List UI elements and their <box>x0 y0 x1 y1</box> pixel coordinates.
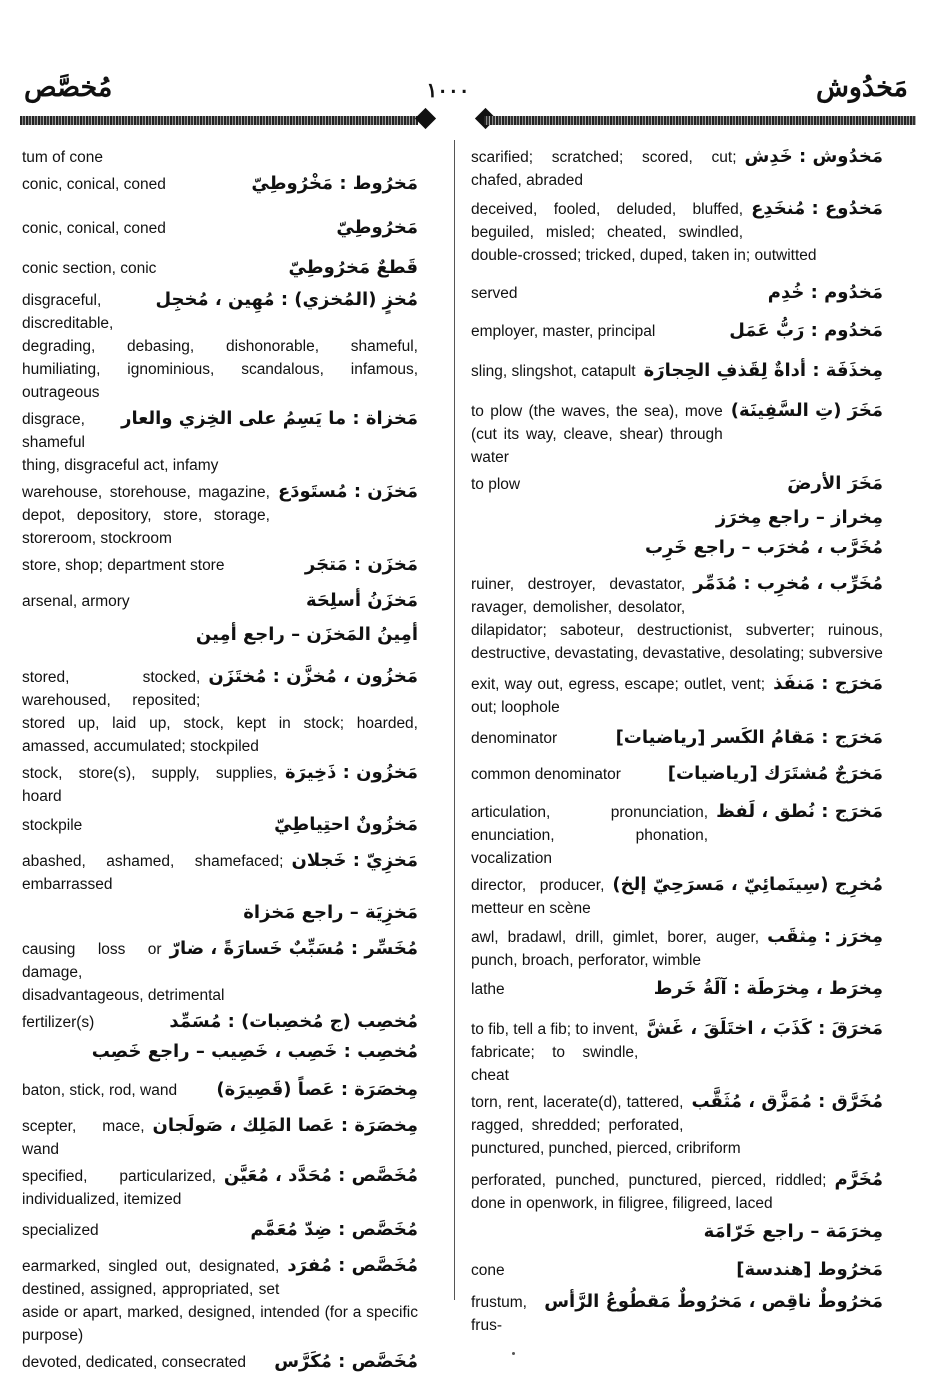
arabic-headword: مُخَسِّر : مُسَبِّبٌ خَسارَةً ، ضارّ <box>169 938 418 959</box>
dictionary-entry <box>22 1347 418 1377</box>
arabic-headword: مَخزُونٌ احتِياطِيّ <box>274 814 418 835</box>
arabic-headword: مَخرُوط [هندسة] <box>736 1259 883 1280</box>
dictionary-entry <box>471 723 883 759</box>
dictionary-entry <box>471 142 883 194</box>
english-definition: stock, store(s), supply, supplies, hoard <box>22 765 278 805</box>
arabic-headword: مُخرِج (سِينَمائِيّ ، مَسرَحِيّ إلخ) <box>612 874 883 895</box>
dictionary-entry <box>471 797 883 870</box>
dictionary-entry <box>471 278 883 316</box>
dictionary-entry <box>22 142 418 169</box>
dictionary-entry <box>471 759 883 797</box>
english-definition: fertilizer(s) <box>22 1014 95 1031</box>
dictionary-entry <box>22 662 418 758</box>
dictionary-entry <box>22 550 418 586</box>
english-definition: stored, stocked, warehoused, reposited; stored up, laid up, stock, kept in stock; hoarded, amassed, accumulated; stockpiled <box>22 669 418 755</box>
column-divider <box>454 140 455 1300</box>
dictionary-entry <box>22 810 418 846</box>
header-rule-right <box>484 116 916 125</box>
arabic-headword: مَخزُون ، مُخزَّن : مُختَزَن <box>208 666 418 687</box>
english-definition: conic, conical, coned <box>22 220 166 237</box>
dictionary-entry <box>22 586 418 620</box>
english-definition: to plow (the waves, the sea), move (cut its way, cleave, shear) through water <box>471 403 723 466</box>
dictionary-entry <box>471 1165 883 1217</box>
dictionary-entry <box>22 620 418 662</box>
arabic-headword: مِخراز – راجع مِخرَز <box>715 507 883 528</box>
arabic-headword: مُخزٍ (المُخزي) : مُهِين ، مُخجِل <box>155 289 418 310</box>
arabic-headword: مُخَرَّق : مُمَزَّق ، مُثَقَّب <box>691 1091 883 1112</box>
dictionary-entry <box>22 1007 418 1037</box>
english-definition: disgraceful, discreditable, degrading, debasing, dishonorable, shameful, humiliating, ignominious, scandalous, infamous, outrageous <box>22 292 418 401</box>
english-definition: lathe <box>471 981 505 998</box>
footer-mark <box>512 1352 515 1355</box>
english-definition: tum of cone <box>22 149 103 166</box>
english-definition: torn, rent, lacerate(d), tattered, ragged, shredded; perforated, punctured, punched, pierced, cribriform <box>471 1094 741 1157</box>
arabic-headword: مِخرَط ، مِخرَطَة : آلَةُ خَرط <box>653 978 883 999</box>
english-definition: served <box>471 285 518 302</box>
dictionary-entry <box>471 1087 883 1165</box>
dictionary-entry <box>22 253 418 285</box>
dictionary-entry <box>471 1014 883 1087</box>
arabic-headword: مُخصِب : خَصِب ، خَصِيب – راجع خَصِب <box>91 1041 418 1062</box>
left-running-headword: مُخصَّص <box>24 72 113 102</box>
arabic-headword: مُخَرِّب ، مُخرِب : مُدَمِّر <box>693 573 883 594</box>
arabic-headword: مَخرَجٌ مُشتَرَك [رياضيات] <box>667 763 883 784</box>
arabic-headword: مَخرَج : نُطق ، لَفظ <box>716 801 883 822</box>
dictionary-entry <box>22 758 418 810</box>
english-definition: to fib, tell a fib; to invent, fabricate; to swindle, cheat <box>471 1021 639 1084</box>
english-definition: store, shop; department store <box>22 557 225 574</box>
arabic-headword: مَخرَج : مَقامُ الكَسر [رياضيات] <box>615 727 883 748</box>
arabic-headword: مِخصَرَة : عَصاً (قَصِيرَة) <box>216 1079 418 1100</box>
arabic-headword: مُخَصَّص : مُفرَد <box>287 1255 418 1276</box>
arabic-headword: مَخزَن : مَتجَر <box>304 554 418 575</box>
arabic-headword: مَخَرَ (تِ السَّفِينَة) <box>730 400 883 421</box>
dictionary-entry <box>22 1251 418 1347</box>
english-definition: abashed, ashamed, shamefaced; embarrassed <box>22 853 284 893</box>
english-definition: arsenal, armory <box>22 593 130 610</box>
english-definition: cone <box>471 1262 505 1279</box>
arabic-headword: مُخصِب (ج مُخصِبات) : مُسَمِّد <box>169 1011 418 1032</box>
english-definition: specialized <box>22 1222 99 1239</box>
left-column <box>22 142 418 1377</box>
arabic-headword: مَخَرَ الأرضَ <box>787 473 883 494</box>
english-definition: specified, particularized, individualized, itemized <box>22 1168 216 1208</box>
english-definition: common denominator <box>471 766 621 783</box>
arabic-headword: مَخدُوش : خَدِش <box>744 146 883 167</box>
arabic-headword: مَخدُوع : مُنخَدِع <box>751 198 883 219</box>
dictionary-entry <box>471 396 883 469</box>
dictionary-entry <box>471 469 883 503</box>
dictionary-entry <box>471 1255 883 1287</box>
arabic-headword: مَخرُوط : مَخْرُوطِيّ <box>251 173 418 194</box>
dictionary-entry <box>22 898 418 934</box>
dictionary-entry <box>471 194 883 278</box>
arabic-headword: مَخدُوم : خُدِم <box>767 282 883 303</box>
arabic-headword: مَخزاة : ما يَسِمُ على الخِزي والعار <box>121 408 418 429</box>
english-definition: ruiner, destroyer, devastator, ravager, demolisher, desolator, dilapidator; saboteur, destructionist, subverter; ruinous, destructive, devastating, devastative, desolating; subversive <box>471 576 883 662</box>
dictionary-entry <box>471 1287 883 1337</box>
dictionary-entry <box>471 356 883 396</box>
english-definition: perforated, punched, punctured, pierced, riddled; done in openwork, in filigree, filigreed, laced <box>471 1172 827 1212</box>
english-definition: causing loss or damage, disadvantageous, detrimental <box>22 941 225 1004</box>
page-number: ١٠٠٠ <box>426 80 470 102</box>
dictionary-entry <box>22 404 418 477</box>
right-column <box>471 142 883 1337</box>
english-definition: baton, stick, rod, wand <box>22 1082 178 1099</box>
dictionary-entry <box>22 285 418 404</box>
english-definition: articulation, pronunciation, enunciation, phonation, vocalization <box>471 804 709 867</box>
dictionary-entry <box>471 1217 883 1255</box>
arabic-headword: مُخَصَّص : مُكَرَّس <box>274 1351 418 1372</box>
rule-ornament-left <box>415 108 436 129</box>
english-definition: sling, slingshot, catapult <box>471 363 636 380</box>
dictionary-entry <box>471 922 883 974</box>
english-definition: warehouse, storehouse, magazine, depot, depository, store, storage, storeroom, stockroom <box>22 484 270 547</box>
english-definition: employer, master, principal <box>471 323 656 340</box>
dictionary-entry <box>22 1215 418 1251</box>
arabic-headword: مُخَرَّب ، مُخرَب – راجع خَرِب <box>644 537 883 558</box>
english-definition: scarified; scratched; scored, cut; chafed, abraded <box>471 149 737 189</box>
dictionary-entry <box>22 1111 418 1161</box>
dictionary-entry <box>471 569 883 669</box>
arabic-headword: مَخزِيّ : خَجلان <box>291 850 418 871</box>
dictionary-entry <box>471 533 883 569</box>
arabic-headword: مَخزَن : مُستَودَع <box>277 481 418 502</box>
english-definition: devoted, dedicated, consecrated <box>22 1354 247 1371</box>
arabic-headword: مُخَصَّص : ضِدّ مُعَمَّم <box>250 1219 418 1240</box>
arabic-headword: مِخرَز : مِثقَب <box>767 926 883 947</box>
dictionary-entry <box>471 974 883 1014</box>
arabic-headword: مَخرَج : مَنفَذ <box>773 673 883 694</box>
arabic-headword: مَخزِيَة – راجع مَخزاة <box>243 902 418 923</box>
arabic-headword: مَخزُون : ذَخِيرَة <box>285 762 418 783</box>
dictionary-entry <box>471 316 883 356</box>
english-definition: disgrace, shameful thing, disgraceful act, infamy <box>22 411 219 474</box>
arabic-headword: مُخَرَّم <box>834 1169 883 1190</box>
arabic-headword: مُخَصَّص : مُحَدَّد ، مُعَيَّن <box>223 1165 418 1186</box>
arabic-headword: مَخرُوطِيّ <box>336 217 418 238</box>
arabic-headword: مَخدُوم : رَبُّ عَمَل <box>729 320 883 341</box>
english-definition: director, producer, metteur en scène <box>471 877 605 917</box>
dictionary-entry <box>22 846 418 898</box>
english-definition: awl, bradawl, drill, gimlet, borer, auger, punch, broach, perforator, wimble <box>471 929 760 969</box>
dictionary-entry <box>22 1037 418 1075</box>
english-definition: denominator <box>471 730 558 747</box>
dictionary-entry <box>22 1075 418 1111</box>
arabic-headword: مَخزَنُ أسلِحَة <box>305 590 418 611</box>
arabic-headword: أمِينُ المَخزَن – راجع أمِين <box>195 624 418 645</box>
arabic-headword: مِخذَفَة : أداةٌ لِقَذفِ الحِجارَة <box>643 360 883 381</box>
arabic-headword: مَخرُوطٌ ناقِص ، مَخرُوطٌ مَقطُوعُ الرَّأس <box>544 1291 883 1312</box>
dictionary-entry <box>471 503 883 533</box>
arabic-headword: مِخصَرَة : عَصا المَلِك ، صَولَجان <box>152 1115 418 1136</box>
dictionary-entry <box>22 1161 418 1215</box>
english-definition: earmarked, singled out, designated, destined, assigned, appropriated, set aside or apart, marked, designed, intended (for a specific purpose) <box>22 1258 418 1344</box>
dictionary-entry <box>22 169 418 213</box>
english-definition: scepter, mace, wand <box>22 1118 145 1158</box>
english-definition: to plow <box>471 476 521 493</box>
english-definition: stockpile <box>22 817 83 834</box>
english-definition: exit, way out, egress, escape; outlet, vent; out; loophole <box>471 676 766 716</box>
english-definition: conic, conical, coned <box>22 176 166 193</box>
dictionary-entry <box>22 477 418 550</box>
dictionary-entry <box>22 213 418 253</box>
arabic-headword: مِخرَمَة – راجع خَرّامَة <box>703 1221 883 1242</box>
header-rule-left <box>20 116 418 125</box>
arabic-headword: مَخرَقَ : كَذَبَ ، اختَلَقَ ، غَشَّ <box>646 1018 883 1039</box>
dictionary-entry <box>22 934 418 1007</box>
english-definition: deceived, fooled, deluded, bluffed, beguiled, misled; cheated, swindled, double-crossed; tricked, duped, taken in; outwitted <box>471 201 817 264</box>
arabic-headword: قَطعٌ مَخرُوطِيّ <box>288 257 418 278</box>
dictionary-entry <box>471 669 883 723</box>
english-definition: frustum, frus- <box>471 1294 527 1334</box>
dictionary-entry <box>471 870 883 922</box>
english-definition: conic section, conic <box>22 260 157 277</box>
right-running-headword: مَخدُوش <box>815 72 908 102</box>
